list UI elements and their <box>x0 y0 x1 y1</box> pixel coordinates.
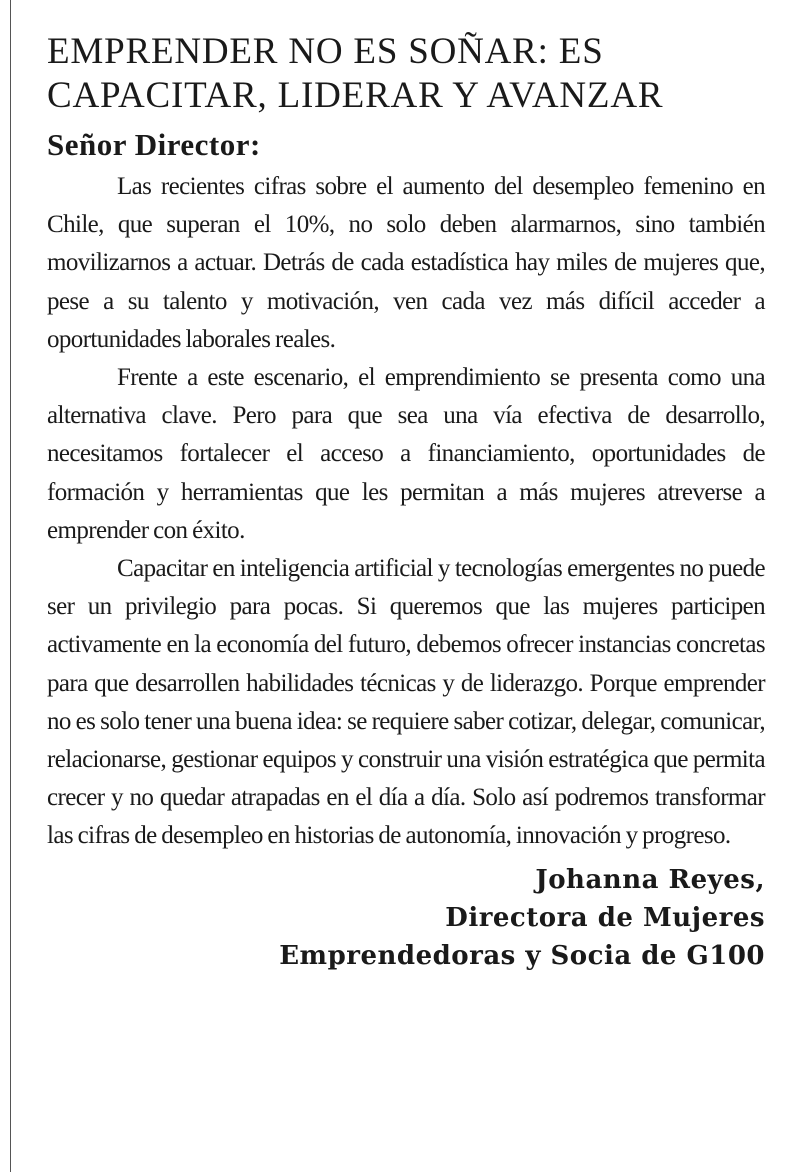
signature-title-line-2: Emprendedoras y Socia de G100 <box>279 940 765 971</box>
paragraph-2: Frente a este escenario, el emprendimiento se presenta como una alternativa clave. Pero para que sea una vía efectiva de desarrollo, necesitamos fortalecer el acceso a financiamiento, oportunidades de formación y herramientas que les permitan a más mujeres atreverse a emprender con éxito. <box>47 364 765 544</box>
salutation: Señor Director: <box>47 127 261 162</box>
signature-title-line-1: Directora de Mujeres <box>445 902 765 933</box>
paragraph-1: Las recientes cifras sobre el aumento del desempleo femenino en Chile, que superan el 10%, no solo deben alarmarnos, sino también movilizarnos a actuar. Detrás de cada estadística hay miles de mujeres que, pese a su talento y motivación, ven cada vez más difícil acceder a oportunidades laborales reales. <box>47 173 765 353</box>
column-rule <box>10 0 11 1172</box>
headline <box>47 30 765 118</box>
headline-line-2: CAPACITAR, LIDERAR Y AVANZAR <box>47 75 664 116</box>
headline-line-1: EMPRENDER NO ES SOÑAR: ES <box>47 31 604 72</box>
letter-column <box>47 30 765 975</box>
letter-body <box>47 168 765 856</box>
signature <box>47 861 765 975</box>
signature-name: Johanna Reyes, <box>535 864 765 895</box>
paragraph-3: Capacitar en inteligencia artificial y tecnologías emergentes no puede ser un privilegio para pocas. Si queremos que las mujeres participen activamente en la economía del futuro, debemos ofrecer instancias concretas para que desarrollen habilidades técnicas y de liderazgo. Porque emprender no es solo tener una buena idea: se requiere saber cotizar, delegar, comunicar, relacionarse, gestionar equipos y construir una visión estratégica que permita crecer y no quedar atrapadas en el día a día. Solo así podremos transformar las cifras de desempleo en historias de autonomía, innovación y progreso. <box>47 555 765 850</box>
